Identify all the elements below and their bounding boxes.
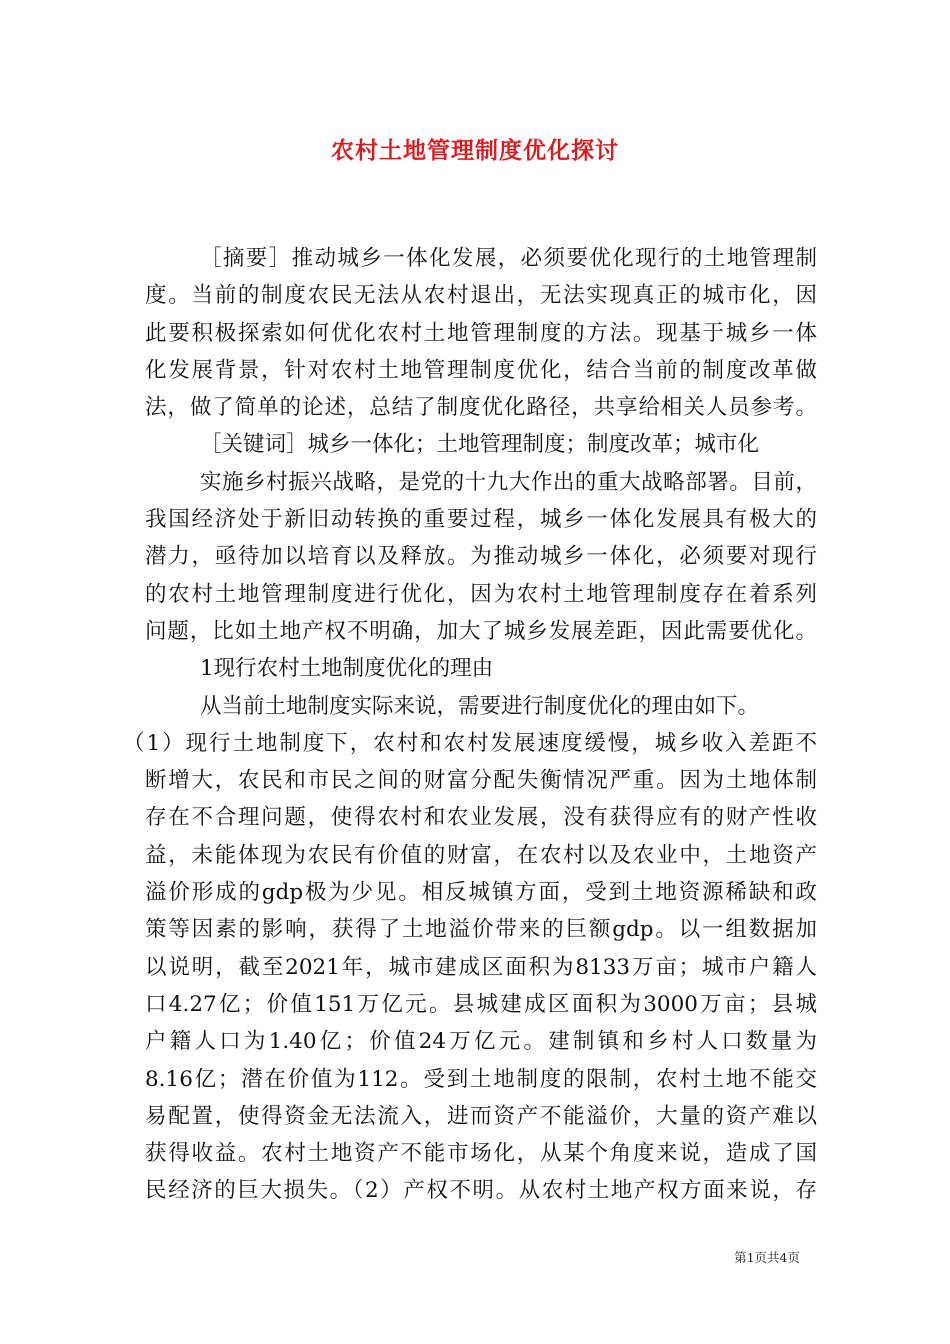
section-heading: 1现行农村土地制度优化的理由 <box>200 656 494 682</box>
abstract-line: 化发展背景，针对农村土地管理制度优化，结合当前的制度改革做 <box>145 357 817 383</box>
paragraph-line: 从当前土地制度实际来说，需要进行制度优化的理由如下。 <box>200 693 760 719</box>
paragraph-line: 口4.27亿；价值151万亿元。县城建成区面积为3000万亩；县城 <box>145 991 817 1017</box>
abstract-line: ［摘要］推动城乡一体化发展，必须要优化现行的土地管理制 <box>200 246 817 271</box>
keywords-line: ［关键词］城乡一体化；土地管理制度；制度改革；城市化 <box>200 432 760 458</box>
paragraph-line: 潜力，亟待加以培育以及释放。为推动城乡一体化，必须要对现行 <box>145 544 817 570</box>
paragraph-line: 益，未能体现为农民有价值的财富，在农村以及农业中，土地资产 <box>145 842 817 868</box>
abstract-line: 此要积极探索如何优化农村土地管理制度的方法。现基于城乡一体 <box>145 320 817 346</box>
page-number-footer: 第1页共4页 <box>734 1250 800 1265</box>
document-title: 农村土地管理制度优化探讨 <box>331 138 619 164</box>
paragraph-line: 户籍人口为1.40亿；价值24万亿元。建制镇和乡村人口数量为 <box>145 1029 817 1055</box>
paragraph-line: （1）现行土地制度下，农村和农村发展速度缓慢，城乡收入差距不 <box>123 730 817 756</box>
paragraph-line: 问题，比如土地产权不明确，加大了城乡发展差距，因此需要优化。 <box>145 618 817 644</box>
paragraph-line: 策等因素的影响，获得了土地溢价带来的巨额gdp。以一组数据加 <box>145 917 817 943</box>
paragraph-line: 8.16亿；潜在价值为112。受到土地制度的限制，农村土地不能交 <box>145 1066 817 1092</box>
paragraph-line: 民经济的巨大损失。（2）产权不明。从农村土地产权方面来说，存 <box>145 1178 817 1204</box>
paragraph-line: 存在不合理问题，使得农村和农业发展，没有获得应有的财产性收 <box>145 805 817 831</box>
paragraph-line: 实施乡村振兴战略，是党的十九大作出的重大战略部署。目前， <box>200 469 817 495</box>
abstract-line: 法，做了简单的论述，总结了制度优化路径，共享给相关人员参考。 <box>145 395 817 421</box>
document-body <box>123 240 817 1210</box>
paragraph-line: 的农村土地管理制度进行优化，因为农村土地管理制度存在着系列 <box>145 581 817 607</box>
paragraph-line: 获得收益。农村土地资产不能市场化，从某个角度来说，造成了国 <box>145 1141 817 1167</box>
abstract-line: 度。当前的制度农民无法从农村退出，无法实现真正的城市化，因 <box>145 283 817 309</box>
paragraph-line: 断增大，农民和市民之间的财富分配失衡情况严重。因为土地体制 <box>145 768 817 794</box>
paragraph-line: 易配置，使得资金无法流入，进而资产不能溢价，大量的资产难以 <box>145 1103 817 1129</box>
paragraph-line: 以说明，截至2021年，城市建成区面积为8133万亩；城市户籍人 <box>145 954 817 980</box>
paragraph-line: 我国经济处于新旧动转换的重要过程，城乡一体化发展具有极大的 <box>145 507 817 533</box>
paragraph-line: 溢价形成的gdp极为少见。相反城镇方面，受到土地资源稀缺和政 <box>145 880 817 906</box>
